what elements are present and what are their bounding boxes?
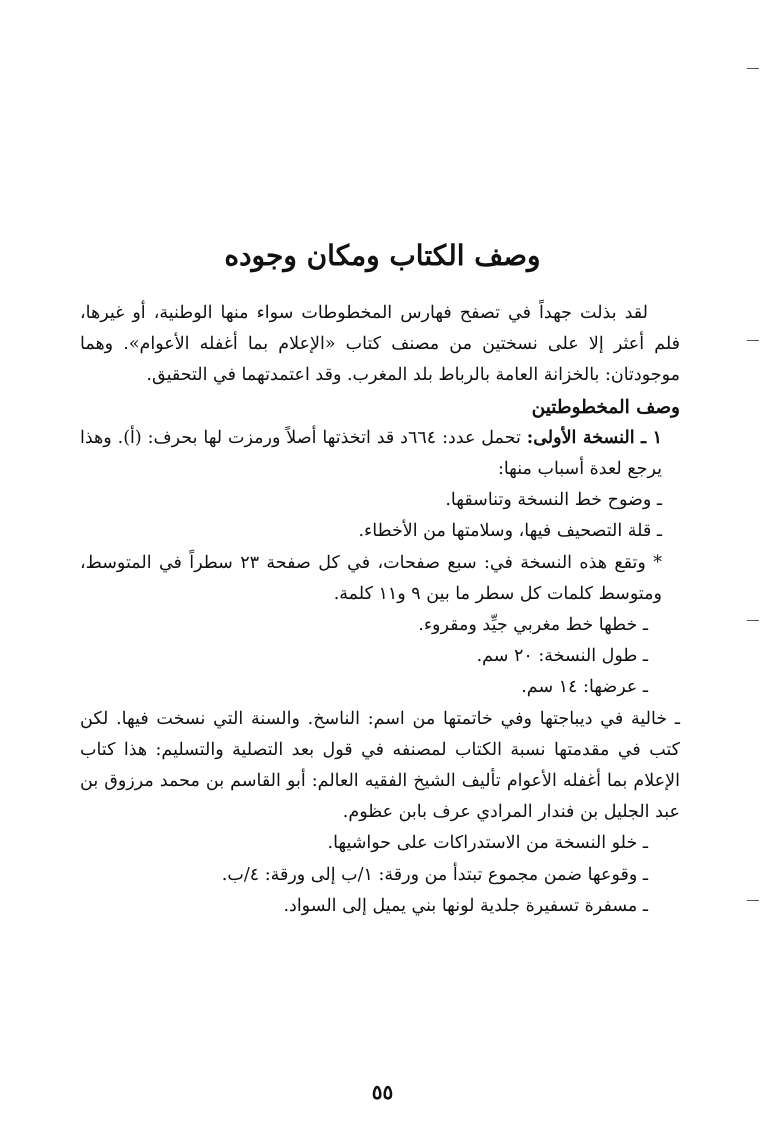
intro-paragraph: لقد بذلت جهداً في تصفح فهارس المخطوطات سواء منها الوطنية، أو غيرها، فلم أعثر إلا على نسختين من مصنف كتاب «الإعلام بما أغفله الأعوام». وهما موجودتان: بالخزانة العامة بالرباط بلد المغرب. وقد اعتمدتهما في التحقيق. [80,303,680,386]
margin-tick [747,900,759,901]
reason-item: ـ قلة التصحيف فيها، وسلامتها من الأخطاء. [358,521,662,542]
first-copy-text: تحمل عدد: ٦٦٤د قد اتخذتها أصلاً ورمزت لها بحرف: (أ). وهذا يرجع لعدة أسباب منها: [80,427,662,480]
detail-item: ـ خطها خط مغربي جيِّد ومقروء. [418,615,648,636]
body-text [80,298,680,922]
page-number: ٥٥ [371,1080,394,1104]
margin-tick [747,620,759,621]
section-heading: وصف المخطوطتين [531,396,680,418]
detail-item: ـ خلو النسخة من الاستدراكات على حواشيها. [327,833,648,854]
colophon-paragraph: ـ خالية في ديباجتها وفي خاتمتها من اسم: الناسخ. والسنة التي نسخت فيها. لكن كتب في مقدمتها نسبة الكتاب لمصنفه في قول بعد التصلية والتسليم: هذا كتاب الإعلام بما أغفله الأعوام تأليف الشيخ الفقيه العالم: أبو القاسم بن محمد مرزوق بن عبد الجليل بن فندار المرادي عرف بابن عظوم. [80,708,680,823]
star-note: * وتقع هذه النسخة في: سبع صفحات، في كل صفحة ٢٣ سطراً في المتوسط، ومتوسط كلمات كل سطر ما بين ٩ و١١ كلمة. [80,552,662,604]
reason-item: ـ وضوح خط النسخة وتناسقها. [445,490,662,511]
first-copy-paragraph [80,423,680,485]
detail-item: ـ عرضها: ١٤ سم. [521,677,648,698]
detail-item: ـ طول النسخة: ٢٠ سم. [476,646,648,667]
page-title: وصف الكتاب ومكان وجوده [224,239,541,272]
first-copy-label: ١ ـ النسخة الأولى: [526,427,663,448]
margin-tick [747,68,759,69]
detail-item: ـ مسفرة تسفيرة جلدية لونها بني يميل إلى السواد. [283,895,648,916]
detail-item: ـ وقوعها ضمن مجموع تبتدأ من ورقة: ١/ب إلى ورقة: ٤/ب. [221,864,648,885]
margin-tick [747,340,759,341]
